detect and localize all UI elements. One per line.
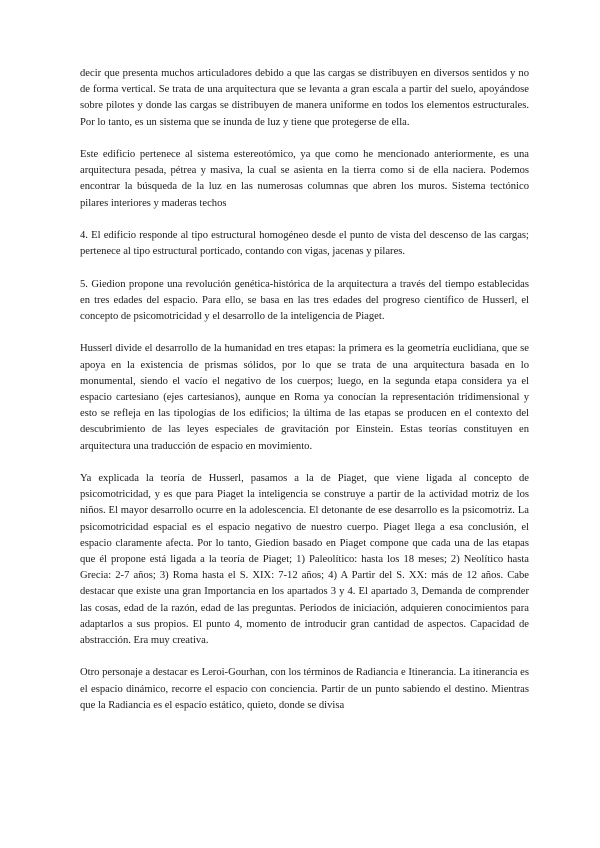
paragraph-piaget: Ya explicada la teoría de Husserl, pasamos a la de Piaget, que viene ligada al concepto de psicomotricidad, y es que para Piaget la inteligencia se construye a partir de la actividad motriz de los niños. El mayor desarrollo ocurre en la adolescencia. El detonante de ese desarrollo es la psicomotriz. La psicomotricidad espacial es el espacio negativo de nuestro cuerpo. Piaget llega a esa conclusión, el espacio claramente afecta. Por lo tanto, Giedion basado en Piaget compone que cada una de las etapas que él propone está ligada a la teoría de Piaget; 1) Paleolítico: hasta los 18 meses; 2) Neolítico hasta Grecia: 2-7 años; 3) Roma hasta el S. XIX: 7-12 años; 4) A Partir del S. XX: más de 12 años. Cabe destacar que existe una gran Importancia en los apartados 3 y 4. El apartado 3, Demanda de comprender las cosas, edad de la razón, edad de las preguntas. Periodos de iniciación, adquieren conocimientos para adaptarlos a sus propios. El punto 4, momento de introducir gran cantidad de aspectos. Capacidad de abstracción. Era muy creativa. (80, 473, 529, 647)
document-body (80, 66, 529, 730)
paragraph-leroi-gourhan: Otro personaje a destacar es Leroi-Gourhan, con los términos de Radiancia e Itinerancia. La itinerancia es el espacio dinámico, recorre el espacio con conciencia. Partir de un punto sabiendo el destino. Mientras que la Radiancia es el espacio estático, quieto, donde se divisa (80, 667, 529, 711)
paragraph-articuladores: decir que presenta muchos articuladores debido a que las cargas se distribuyen en diversos sentidos y no de forma vertical. Se trata de una arquitectura que se levanta a gran escala a partir del suelo, apoyándose sobre pilotes y donde las cargas se distribuyen de manera uniforme en todos los elementos estructurales. Por lo tanto, es un sistema que se inunda de luz y tiene que protegerse de ella. (80, 68, 529, 128)
paragraph-husserl: Husserl divide el desarrollo de la humanidad en tres etapas: la primera es la geometría euclidiana, que se apoya en la existencia de prismas sólidos, por lo que se trata de una arquitectura basada en lo monumental, siendo el vacío el negativo de los cuerpos; luego, en la segunda etapa considera ya el espacio cartesiano (ejes cartesianos), aunque en Roma ya conocían la representación tridimensional y esto se refleja en las tipologías de los edificios; la última de las etapas se producen en el contexto del descubrimiento de las leyes especiales de gravitación por Einstein. Estas teorías constituyen en arquitectura una traducción de espacio en movimiento. (80, 343, 529, 452)
paragraph-estereotomico: Este edificio pertenece al sistema estereotómico, ya que como he mencionado anteriormente, es una arquitectura pesada, pétrea y masiva, la cual se asienta en la tierra como si de ella naciera. Podemos encontrar la búsqueda de la luz en las numerosas columnas que abren los muros. Sistema tectónico pilares interiores y maderas techos (80, 149, 529, 209)
paragraph-giedion: 5. Giedion propone una revolución genética-histórica de la arquitectura a través del tiempo establecidas en tres edades del espacio. Para ello, se basa en las tres edades del progreso científico de Husserl, el concepto de psicomotricidad y el desarrollo de la inteligencia de Piaget. (80, 278, 529, 322)
paragraph-tipo-estructural: 4. El edificio responde al tipo estructural homogéneo desde el punto de vista del descenso de las cargas; pertenece al tipo estructural porticado, contando con vigas, jacenas y pilares. (80, 230, 529, 258)
